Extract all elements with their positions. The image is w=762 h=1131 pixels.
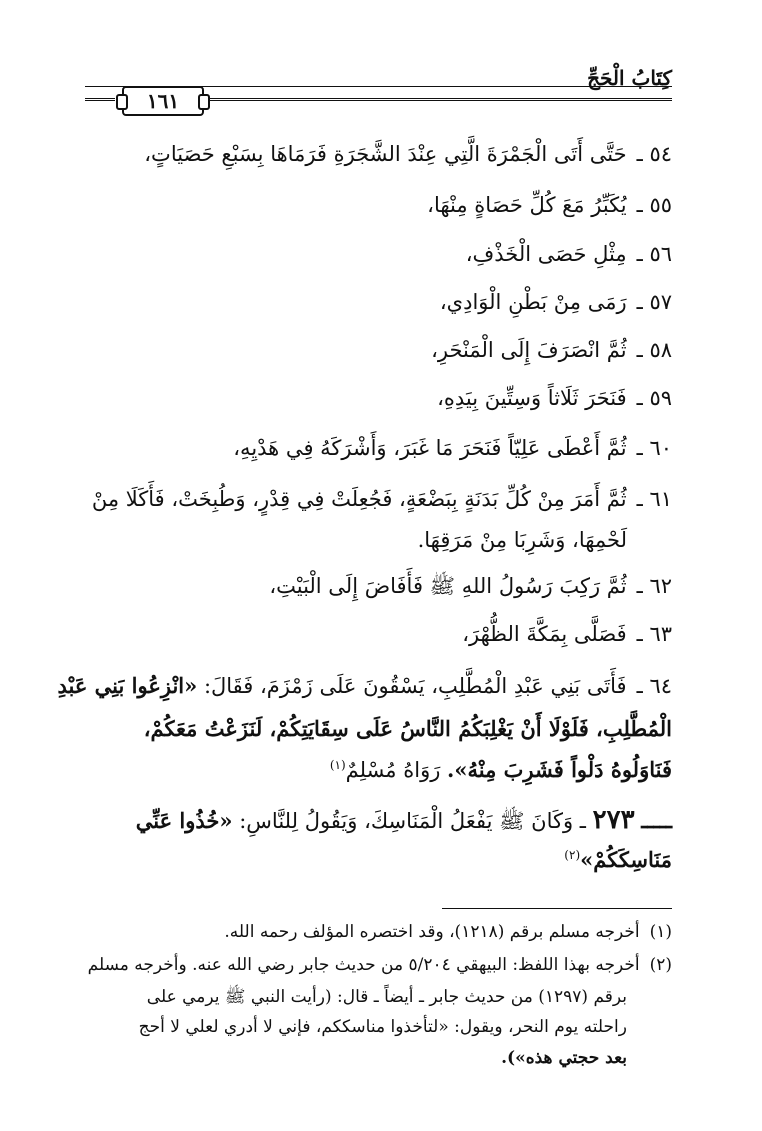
item-text: مِثْلِ حَصَى الْخَذْفِ، <box>465 242 627 266</box>
hadith-number: ٢٧٣ <box>592 805 635 835</box>
hadith-quote: فَنَاوَلُوهُ دَلْواً فَشَرِبَ مِنْهُ». <box>447 757 672 782</box>
list-item <box>85 338 672 362</box>
hadith-quote-line: الْمُطَّلِبِ، فَلَوْلَا أَنْ يَغْلِبَكُمُ النَّاسُ عَلَى سِقَايَتِكُمْ، لَنَزَعْتُ مَعَكُمْ، <box>143 716 672 741</box>
item-text: فَأَتَى بَنِي عَبْدِ الْمُطَّلِبِ، يَسْقُونَ عَلَى زَمْزَمَ، فَقَالَ: <box>203 674 627 698</box>
footnote-text: برقم (١٢٩٧) من حديث جابر ـ أيضاً ـ قال: (رأيت النبي ﷺ يرمي على <box>146 987 627 1007</box>
header-double-rule <box>200 98 672 101</box>
list-item-continuation <box>85 757 672 782</box>
footnote-text: أخرجه مسلم برقم (١٢١٨)، وقد اختصره المؤلف رحمه الله. <box>224 922 640 942</box>
item-number: ٦٤ ـ <box>636 674 672 698</box>
footnote-number: (٢) <box>649 955 672 975</box>
page-number: ١٦١ <box>122 86 204 116</box>
list-item <box>85 436 672 460</box>
item-text: يُكَبِّرُ مَعَ كُلِّ حَصَاةٍ مِنْهَا، <box>427 193 627 217</box>
item-number: ٥٤ ـ <box>636 142 672 166</box>
list-item <box>85 290 672 314</box>
item-number: ٦٢ ـ <box>636 574 672 598</box>
hadith-273 <box>85 805 672 839</box>
hadith-273-continuation <box>85 847 672 872</box>
hadith-quote: «انْزِعُوا بَنِي عَبْدِ <box>57 673 198 698</box>
item-text: فَصَلَّى بِمَكَّةَ الظُّهْرَ، <box>462 622 627 646</box>
list-item <box>85 242 672 266</box>
footnote-ref: (٢) <box>564 848 581 862</box>
item-number: ٥٨ ـ <box>636 338 672 362</box>
source-text: رَوَاهُ مُسْلِمٌ <box>345 758 441 782</box>
item-text: ثُمَّ أَعْطَى عَلِيّاً فَنَحَرَ مَا غَبَرَ، وَأَشْرَكَهُ فِي هَدْيِهِ، <box>233 436 627 460</box>
list-item <box>85 193 672 217</box>
item-text: حَتَّى أَتَى الْجَمْرَةَ الَّتِي عِنْدَ الشَّجَرَةِ فَرَمَاهَا بِسَبْعِ حَصَيَاتٍ، <box>144 142 627 166</box>
hadith-marker: ـــــ <box>641 808 672 833</box>
list-item <box>85 622 672 646</box>
list-item <box>85 573 672 604</box>
footnote-text: أخرجه بهذا اللفظ: البيهقي ٥/٢٠٤ من حديث جابر رضي الله عنه. وأخرجه مسلم <box>87 955 640 975</box>
hadith-quote: «خُذُوا عَنِّي <box>135 808 233 833</box>
item-number: ٦٠ ـ <box>636 436 672 460</box>
item-number: ٦٣ ـ <box>636 622 672 646</box>
footnote <box>85 922 672 942</box>
item-text: لَحْمِهَا، وَشَرِبَا مِنْ مَرَقِهَا. <box>417 528 627 552</box>
footnote <box>85 955 672 975</box>
footnote-separator <box>442 908 672 909</box>
footnote-continuation <box>85 986 627 1011</box>
footnote-number: (١) <box>649 922 672 942</box>
list-item <box>57 673 672 698</box>
item-number: ٦١ ـ <box>636 487 672 511</box>
item-text: ثُمَّ أَمَرَ مِنْ كُلِّ بَدَنَةٍ بِبَضْعَةٍ، فَجُعِلَتْ فِي قِدْرٍ، وَطُبِخَتْ، فَأَكَلَا مِنْ <box>91 487 627 511</box>
chapter-title: كِتَابُ الْحَجِّ <box>587 66 672 90</box>
footnote-text: راحلته يوم النحر، ويقول: «لتأخذوا مناسككم، فإني لا أدري لعلي لا أحج <box>138 1017 627 1037</box>
item-number: ٥٥ ـ <box>636 193 672 217</box>
item-number: ٥٦ ـ <box>636 242 672 266</box>
hadith-text: ـ وَكَانَ ﷺ يَفْعَلُ الْمَنَاسِكَ، وَيَقُولُ لِلنَّاسِ: <box>239 809 586 833</box>
hadith-quote: مَنَاسِكَكُمْ» <box>580 847 672 872</box>
header-left-rule <box>85 98 115 101</box>
footnote-continuation <box>85 1017 627 1037</box>
footnote-text: بعد حجتي هذه»). <box>501 1048 627 1068</box>
item-text: ثُمَّ انْصَرَفَ إِلَى الْمَنْحَرِ، <box>431 338 627 362</box>
item-text: فَنَحَرَ ثَلَاثاً وَسِتِّينَ بِيَدِهِ، <box>437 386 627 410</box>
item-text: رَمَى مِنْ بَطْنِ الْوَادِي، <box>439 290 627 314</box>
list-item <box>85 386 672 410</box>
list-item-continuation <box>85 528 627 552</box>
footnote-ref: (١) <box>329 758 346 772</box>
footnote-continuation <box>85 1048 627 1068</box>
item-text: ثُمَّ رَكِبَ رَسُولُ اللهِ ﷺ فَأَفَاضَ إِلَى الْبَيْتِ، <box>269 574 627 598</box>
list-item <box>85 487 672 511</box>
item-number: ٥٧ ـ <box>636 290 672 314</box>
list-item <box>85 142 672 166</box>
item-number: ٥٩ ـ <box>636 386 672 410</box>
